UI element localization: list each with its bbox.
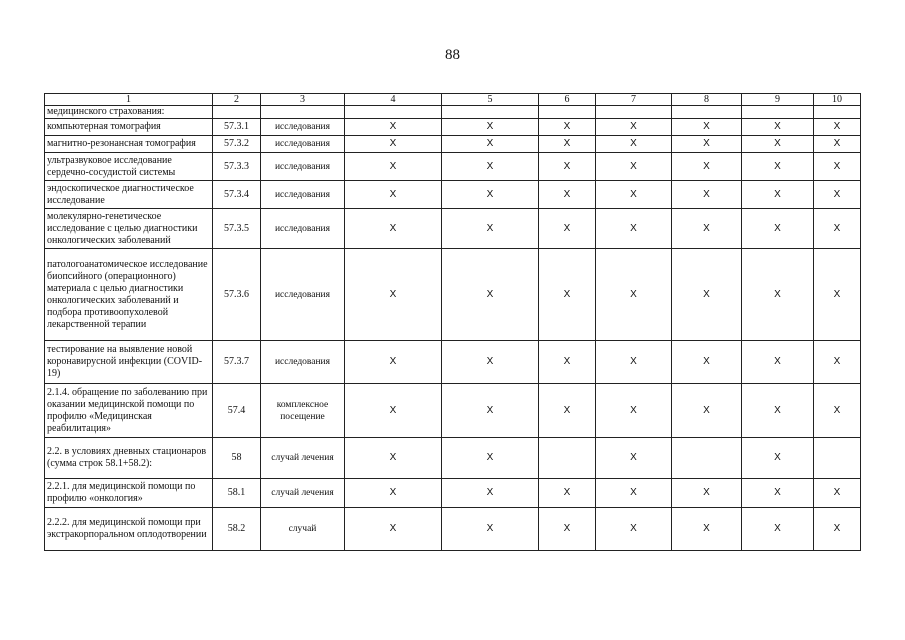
mark-cell bbox=[596, 153, 672, 181]
x-mark: X bbox=[833, 523, 841, 534]
mark-cell bbox=[596, 508, 672, 551]
mark-cell bbox=[345, 438, 442, 479]
x-mark: X bbox=[703, 121, 710, 132]
mark-cell bbox=[596, 136, 672, 153]
row-code-cell: 57.3.4 bbox=[213, 181, 261, 209]
x-mark: X bbox=[833, 356, 841, 367]
table-row bbox=[45, 106, 861, 119]
header-cell: 10 bbox=[814, 94, 861, 106]
mark-cell bbox=[442, 249, 539, 341]
row-code-cell: 57.4 bbox=[213, 384, 261, 438]
mark-cell bbox=[345, 384, 442, 438]
x-mark: X bbox=[389, 222, 397, 234]
mark-cell bbox=[814, 479, 861, 508]
x-mark: X bbox=[486, 138, 494, 149]
mark-cell bbox=[742, 438, 814, 479]
x-mark: X bbox=[486, 452, 494, 463]
x-mark: X bbox=[833, 160, 841, 172]
row-name-cell: медицинского страхования: bbox=[45, 106, 213, 119]
x-mark: X bbox=[563, 121, 571, 132]
mark-cell bbox=[742, 341, 814, 384]
row-name-cell: 2.2. в условиях дневных стационаров (сумма строк 58.1+58.2): bbox=[45, 438, 213, 479]
mark-cell bbox=[742, 136, 814, 153]
x-mark: X bbox=[486, 160, 494, 172]
row-unit-cell: исследования bbox=[261, 249, 345, 341]
row-unit-cell: исследования bbox=[261, 341, 345, 384]
row-code-cell bbox=[213, 106, 261, 119]
mark-cell bbox=[345, 106, 442, 119]
x-mark: X bbox=[630, 487, 637, 498]
mark-cell bbox=[672, 181, 742, 209]
x-mark: X bbox=[833, 222, 841, 234]
mark-cell bbox=[596, 249, 672, 341]
x-mark: X bbox=[389, 188, 397, 200]
mark-cell bbox=[814, 438, 861, 479]
x-mark: X bbox=[630, 523, 637, 534]
x-mark: X bbox=[703, 523, 710, 534]
mark-cell bbox=[442, 438, 539, 479]
x-mark: X bbox=[389, 404, 397, 416]
row-code-cell: 58 bbox=[213, 438, 261, 479]
x-mark: X bbox=[486, 487, 494, 498]
row-name-cell: тестирование на выявление новой коронавирусной инфекции (COVID-19) bbox=[45, 341, 213, 384]
row-name-cell: молекулярно-генетическое исследование с целью диагностики онкологических заболеваний bbox=[45, 209, 213, 249]
mark-cell bbox=[672, 153, 742, 181]
x-mark: X bbox=[630, 121, 637, 132]
row-code-cell: 58.1 bbox=[213, 479, 261, 508]
mark-cell bbox=[742, 181, 814, 209]
table-row bbox=[45, 438, 861, 479]
x-mark: X bbox=[774, 452, 781, 463]
mark-cell bbox=[672, 119, 742, 136]
x-mark: X bbox=[774, 121, 781, 132]
mark-cell bbox=[814, 106, 861, 119]
x-mark: X bbox=[703, 487, 710, 498]
mark-cell bbox=[672, 106, 742, 119]
row-code-cell: 57.3.7 bbox=[213, 341, 261, 384]
table-header-row bbox=[45, 94, 861, 106]
x-mark: X bbox=[703, 138, 710, 149]
mark-cell bbox=[442, 209, 539, 249]
x-mark: X bbox=[774, 356, 781, 367]
x-mark: X bbox=[563, 288, 571, 300]
mark-cell bbox=[672, 136, 742, 153]
x-mark: X bbox=[703, 404, 710, 416]
mark-cell bbox=[539, 181, 596, 209]
x-mark: X bbox=[486, 523, 494, 534]
mark-cell bbox=[814, 119, 861, 136]
x-mark: X bbox=[833, 487, 841, 498]
mark-cell bbox=[672, 384, 742, 438]
mark-cell bbox=[442, 136, 539, 153]
row-name-cell: 2.1.4. обращение по заболеванию при оказании медицинской помощи по профилю «Медицинская реабилитация» bbox=[45, 384, 213, 438]
row-unit-cell: случай bbox=[261, 508, 345, 551]
mark-cell bbox=[742, 106, 814, 119]
page-number: 88 bbox=[445, 47, 460, 63]
mark-cell bbox=[345, 181, 442, 209]
x-mark: X bbox=[774, 288, 781, 300]
mark-cell bbox=[345, 153, 442, 181]
x-mark: X bbox=[833, 121, 841, 132]
mark-cell bbox=[742, 209, 814, 249]
x-mark: X bbox=[486, 121, 494, 132]
table-row bbox=[45, 136, 861, 153]
mark-cell bbox=[345, 249, 442, 341]
row-code-cell: 57.3.6 bbox=[213, 249, 261, 341]
x-mark: X bbox=[630, 288, 637, 300]
mark-cell bbox=[345, 508, 442, 551]
mark-cell bbox=[596, 181, 672, 209]
mark-cell bbox=[672, 508, 742, 551]
x-mark: X bbox=[703, 222, 710, 234]
mark-cell bbox=[345, 136, 442, 153]
x-mark: X bbox=[563, 160, 571, 172]
mark-cell bbox=[596, 438, 672, 479]
x-mark: X bbox=[774, 523, 781, 534]
row-name-cell: магнитно-резонансная томография bbox=[45, 136, 213, 153]
mark-cell bbox=[672, 209, 742, 249]
header-cell: 9 bbox=[742, 94, 814, 106]
x-mark: X bbox=[486, 356, 494, 367]
header-cell: 8 bbox=[672, 94, 742, 106]
table-row bbox=[45, 508, 861, 551]
x-mark: X bbox=[389, 121, 397, 132]
x-mark: X bbox=[774, 188, 781, 200]
header-cell: 3 bbox=[261, 94, 345, 106]
x-mark: X bbox=[389, 288, 397, 300]
mark-cell bbox=[539, 209, 596, 249]
row-unit-cell: случай лечения bbox=[261, 438, 345, 479]
row-code-cell: 57.3.3 bbox=[213, 153, 261, 181]
x-mark: X bbox=[630, 138, 637, 149]
x-mark: X bbox=[389, 487, 397, 498]
table-row bbox=[45, 153, 861, 181]
x-mark: X bbox=[630, 160, 637, 172]
x-mark: X bbox=[389, 452, 397, 463]
mark-cell bbox=[442, 384, 539, 438]
mark-cell bbox=[539, 136, 596, 153]
mark-cell bbox=[539, 384, 596, 438]
row-name-cell: 2.2.2. для медицинской помощи при экстракорпоральном оплодотворении bbox=[45, 508, 213, 551]
x-mark: X bbox=[774, 160, 781, 172]
x-mark: X bbox=[703, 188, 710, 200]
row-unit-cell: исследования bbox=[261, 153, 345, 181]
table-row bbox=[45, 249, 861, 341]
header-cell: 7 bbox=[596, 94, 672, 106]
x-mark: X bbox=[563, 356, 571, 367]
row-code-cell: 58.2 bbox=[213, 508, 261, 551]
x-mark: X bbox=[833, 188, 841, 200]
row-name-cell: компьютерная томография bbox=[45, 119, 213, 136]
mark-cell bbox=[672, 479, 742, 508]
x-mark: X bbox=[389, 160, 397, 172]
x-mark: X bbox=[563, 188, 571, 200]
x-mark: X bbox=[833, 404, 841, 416]
x-mark: X bbox=[486, 288, 494, 300]
table-body bbox=[45, 94, 861, 551]
mark-cell bbox=[596, 384, 672, 438]
mark-cell bbox=[742, 508, 814, 551]
x-mark: X bbox=[630, 404, 637, 416]
mark-cell bbox=[539, 479, 596, 508]
mark-cell bbox=[742, 249, 814, 341]
x-mark: X bbox=[774, 222, 781, 234]
mark-cell bbox=[814, 181, 861, 209]
x-mark: X bbox=[630, 222, 637, 234]
x-mark: X bbox=[774, 138, 781, 149]
mark-cell bbox=[814, 249, 861, 341]
mark-cell bbox=[442, 181, 539, 209]
mark-cell bbox=[742, 119, 814, 136]
x-mark: X bbox=[833, 288, 841, 300]
mark-cell bbox=[539, 438, 596, 479]
table-row bbox=[45, 119, 861, 136]
table-row bbox=[45, 384, 861, 438]
x-mark: X bbox=[486, 188, 494, 200]
x-mark: X bbox=[563, 222, 571, 234]
data-table bbox=[44, 93, 861, 551]
row-unit-cell: исследования bbox=[261, 119, 345, 136]
row-code-cell: 57.3.2 bbox=[213, 136, 261, 153]
mark-cell bbox=[814, 384, 861, 438]
table-row bbox=[45, 341, 861, 384]
mark-cell bbox=[814, 153, 861, 181]
mark-cell bbox=[742, 479, 814, 508]
mark-cell bbox=[442, 153, 539, 181]
row-code-cell: 57.3.5 bbox=[213, 209, 261, 249]
x-mark: X bbox=[563, 487, 571, 498]
mark-cell bbox=[539, 153, 596, 181]
mark-cell bbox=[442, 106, 539, 119]
mark-cell bbox=[814, 209, 861, 249]
header-cell: 6 bbox=[539, 94, 596, 106]
table-row bbox=[45, 479, 861, 508]
header-cell: 4 bbox=[345, 94, 442, 106]
x-mark: X bbox=[563, 138, 571, 149]
x-mark: X bbox=[774, 487, 781, 498]
row-name-cell: ультразвуковое исследование сердечно-сосудистой системы bbox=[45, 153, 213, 181]
row-name-cell: 2.2.1. для медицинской помощи по профилю «онкология» bbox=[45, 479, 213, 508]
mark-cell bbox=[442, 341, 539, 384]
mark-cell bbox=[742, 384, 814, 438]
x-mark: X bbox=[389, 523, 397, 534]
x-mark: X bbox=[630, 188, 637, 200]
x-mark: X bbox=[703, 356, 710, 367]
header-cell: 1 bbox=[45, 94, 213, 106]
row-unit-cell: исследования bbox=[261, 181, 345, 209]
row-unit-cell: исследования bbox=[261, 136, 345, 153]
table-row bbox=[45, 181, 861, 209]
mark-cell bbox=[742, 153, 814, 181]
row-unit-cell: случай лечения bbox=[261, 479, 345, 508]
x-mark: X bbox=[630, 356, 637, 367]
mark-cell bbox=[442, 508, 539, 551]
row-unit-cell bbox=[261, 106, 345, 119]
mark-cell bbox=[345, 209, 442, 249]
x-mark: X bbox=[486, 222, 494, 234]
mark-cell bbox=[345, 479, 442, 508]
x-mark: X bbox=[563, 404, 571, 416]
x-mark: X bbox=[630, 452, 637, 463]
x-mark: X bbox=[389, 356, 397, 367]
mark-cell bbox=[539, 341, 596, 384]
mark-cell bbox=[539, 119, 596, 136]
row-unit-cell: комплексное посещение bbox=[261, 384, 345, 438]
x-mark: X bbox=[703, 160, 710, 172]
mark-cell bbox=[345, 341, 442, 384]
mark-cell bbox=[596, 119, 672, 136]
mark-cell bbox=[814, 508, 861, 551]
mark-cell bbox=[442, 119, 539, 136]
mark-cell bbox=[672, 341, 742, 384]
mark-cell bbox=[672, 249, 742, 341]
mark-cell bbox=[596, 341, 672, 384]
x-mark: X bbox=[563, 523, 571, 534]
x-mark: X bbox=[486, 404, 494, 416]
x-mark: X bbox=[833, 138, 841, 149]
mark-cell bbox=[345, 119, 442, 136]
mark-cell bbox=[539, 508, 596, 551]
row-name-cell: патологоанатомическое исследование биопсийного (операционного) материала с целью диагностики онкологических заболеваний и подбора противоопухолевой лекарственной терапии bbox=[45, 249, 213, 341]
header-cell: 5 bbox=[442, 94, 539, 106]
mark-cell bbox=[596, 479, 672, 508]
mark-cell bbox=[814, 136, 861, 153]
x-mark: X bbox=[703, 288, 710, 300]
mark-cell bbox=[672, 438, 742, 479]
mark-cell bbox=[596, 209, 672, 249]
mark-cell bbox=[442, 479, 539, 508]
x-mark: X bbox=[774, 404, 781, 416]
row-code-cell: 57.3.1 bbox=[213, 119, 261, 136]
mark-cell bbox=[814, 341, 861, 384]
row-name-cell: эндоскопическое диагностическое исследование bbox=[45, 181, 213, 209]
header-cell: 2 bbox=[213, 94, 261, 106]
mark-cell bbox=[596, 106, 672, 119]
table-row bbox=[45, 209, 861, 249]
mark-cell bbox=[539, 249, 596, 341]
mark-cell bbox=[539, 106, 596, 119]
x-mark: X bbox=[389, 138, 397, 149]
row-unit-cell: исследования bbox=[261, 209, 345, 249]
